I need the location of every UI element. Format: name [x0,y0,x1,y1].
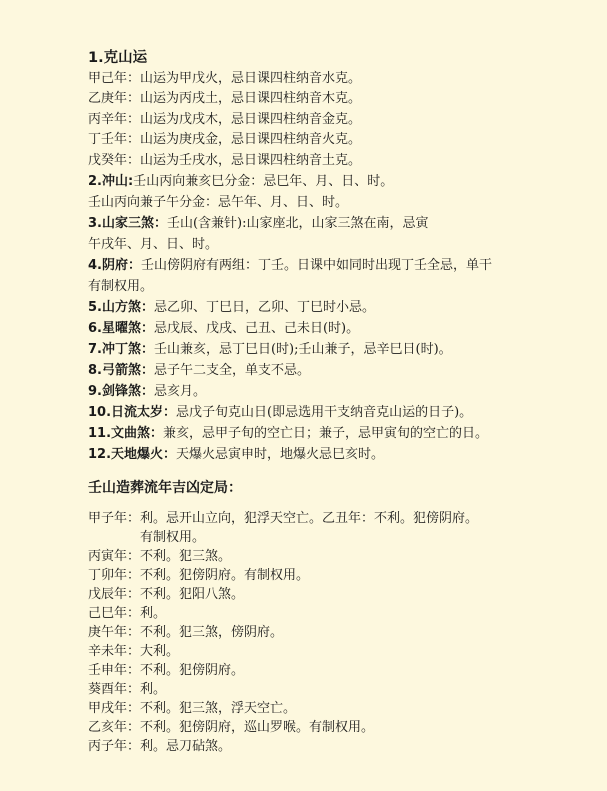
item-text: 壬山(含兼针):山家座北，山家三煞在南，忌寅 [166,216,429,232]
list-item: 己巳年：利。 [88,606,167,622]
item-label: 3.山家三煞： [88,216,167,232]
list-item: 葵酉年：利。 [88,682,167,698]
text-line: 戊癸年：山运为壬戌水，忌日课四柱纳音土克。 [88,152,362,168]
item-xing-yao-sha [88,318,577,339]
year-list [88,509,577,756]
item-gong-jian-sha [88,360,577,381]
item-text: 壬山兼亥，忌丁巳日(时);壬山兼子，忌辛巳日(时)。 [153,342,452,358]
item-text: 兼亥，忌甲子旬的空亡日；兼子，忌甲寅旬的空亡的日。 [163,426,489,442]
text-line: 乙庚年：山运为丙戌土，忌日课四柱纳音木克。 [88,91,362,107]
item-label: 6.星曜煞： [88,321,154,337]
item-label: 5.山方煞： [88,300,154,316]
item-continuation: 午戌年、月、日、时。 [88,237,219,253]
item-shan-fang-sha [88,297,577,318]
item-text: 忌亥月。 [153,384,206,400]
section-heading-liu-nian: 壬山造葬流年吉凶定局： [88,480,242,497]
text-line: 丁壬年：山运为庚戌金，忌日课四柱纳音火克。 [88,132,362,148]
item-label: 11.文曲煞： [88,426,164,442]
item-ri-liu-tai-sui [88,402,577,423]
item-label: 8.弓箭煞： [88,363,154,379]
section-heading-ke-shan-yun: 1.克山运 [88,50,148,66]
text-line: 甲己年：山运为甲戊火，忌日课四柱纳音水克。 [88,71,362,86]
list-item: 庚午年：不利。犯三煞，傍阴府。 [88,625,284,641]
list-item: 壬申年：不利。犯傍阴府。 [88,663,245,679]
list-item: 丙寅年：不利。犯三煞。 [88,549,232,565]
item-text: 天爆火忌寅申时，地爆火忌巳亥时。 [176,447,385,463]
item-text: 忌戊辰、戊戌、己丑、己未日(时)。 [153,321,360,337]
item-chong-shan [88,171,577,192]
item-text: 忌戊子旬克山日(即忌选用干支纳音克山运的日子)。 [176,405,473,421]
item-chong-ding-sha [88,339,577,360]
item-label: 9.剑锋煞： [88,384,154,400]
list-item: 甲子年：利。忌开山立向，犯浮天空亡。乙丑年：不利。犯傍阴府。 [88,511,479,527]
item-label: 7.冲丁煞： [88,342,154,358]
item-text: 忌子午二支全，单支不忌。 [153,363,310,379]
item-continuation: 壬山丙向兼子午分金：忌午年、月、日、时。 [88,195,349,211]
item-wen-qu-sha [88,423,577,444]
item-yin-fu [88,255,577,276]
item-text: 壬山丙向兼亥巳分金：忌巳年、月、日、时。 [133,174,394,190]
item-text: 忌乙卯、丁巳日，乙卯、丁巳时小忌。 [153,300,375,316]
list-item: 甲戌年：不利。犯三煞，浮天空亡。 [88,701,297,717]
item-continuation: 有制权用。 [88,279,154,295]
text-line: 丙辛年：山运为戊戌木，忌日课四柱纳音金克。 [88,111,362,127]
item-label: 10.日流太岁： [88,405,177,421]
list-item: 丁卯年：不利。犯傍阴府。有制权用。 [88,568,310,584]
item-shan-jia-san-sha [88,213,577,234]
item-label: 2.冲山: [88,174,134,190]
list-item: 辛未年：大利。 [88,644,180,660]
list-item: 乙亥年：不利。犯傍阴府，巡山罗喉。有制权用。 [88,720,375,736]
list-item-continuation: 有制权用。 [140,530,206,546]
item-text: 壬山傍阴府有两组：丁壬。日课中如同时出现丁壬全忌，单干 [140,258,492,274]
item-tian-di-bao-huo [88,444,577,465]
item-label: 4.阴府： [88,258,141,274]
item-label: 12.天地爆火： [88,447,177,463]
list-item: 丙子年：利。忌刀砧煞。 [88,739,232,755]
item-jian-feng-sha [88,381,577,402]
list-item: 戊辰年：不利。犯阳八煞。 [88,587,245,603]
